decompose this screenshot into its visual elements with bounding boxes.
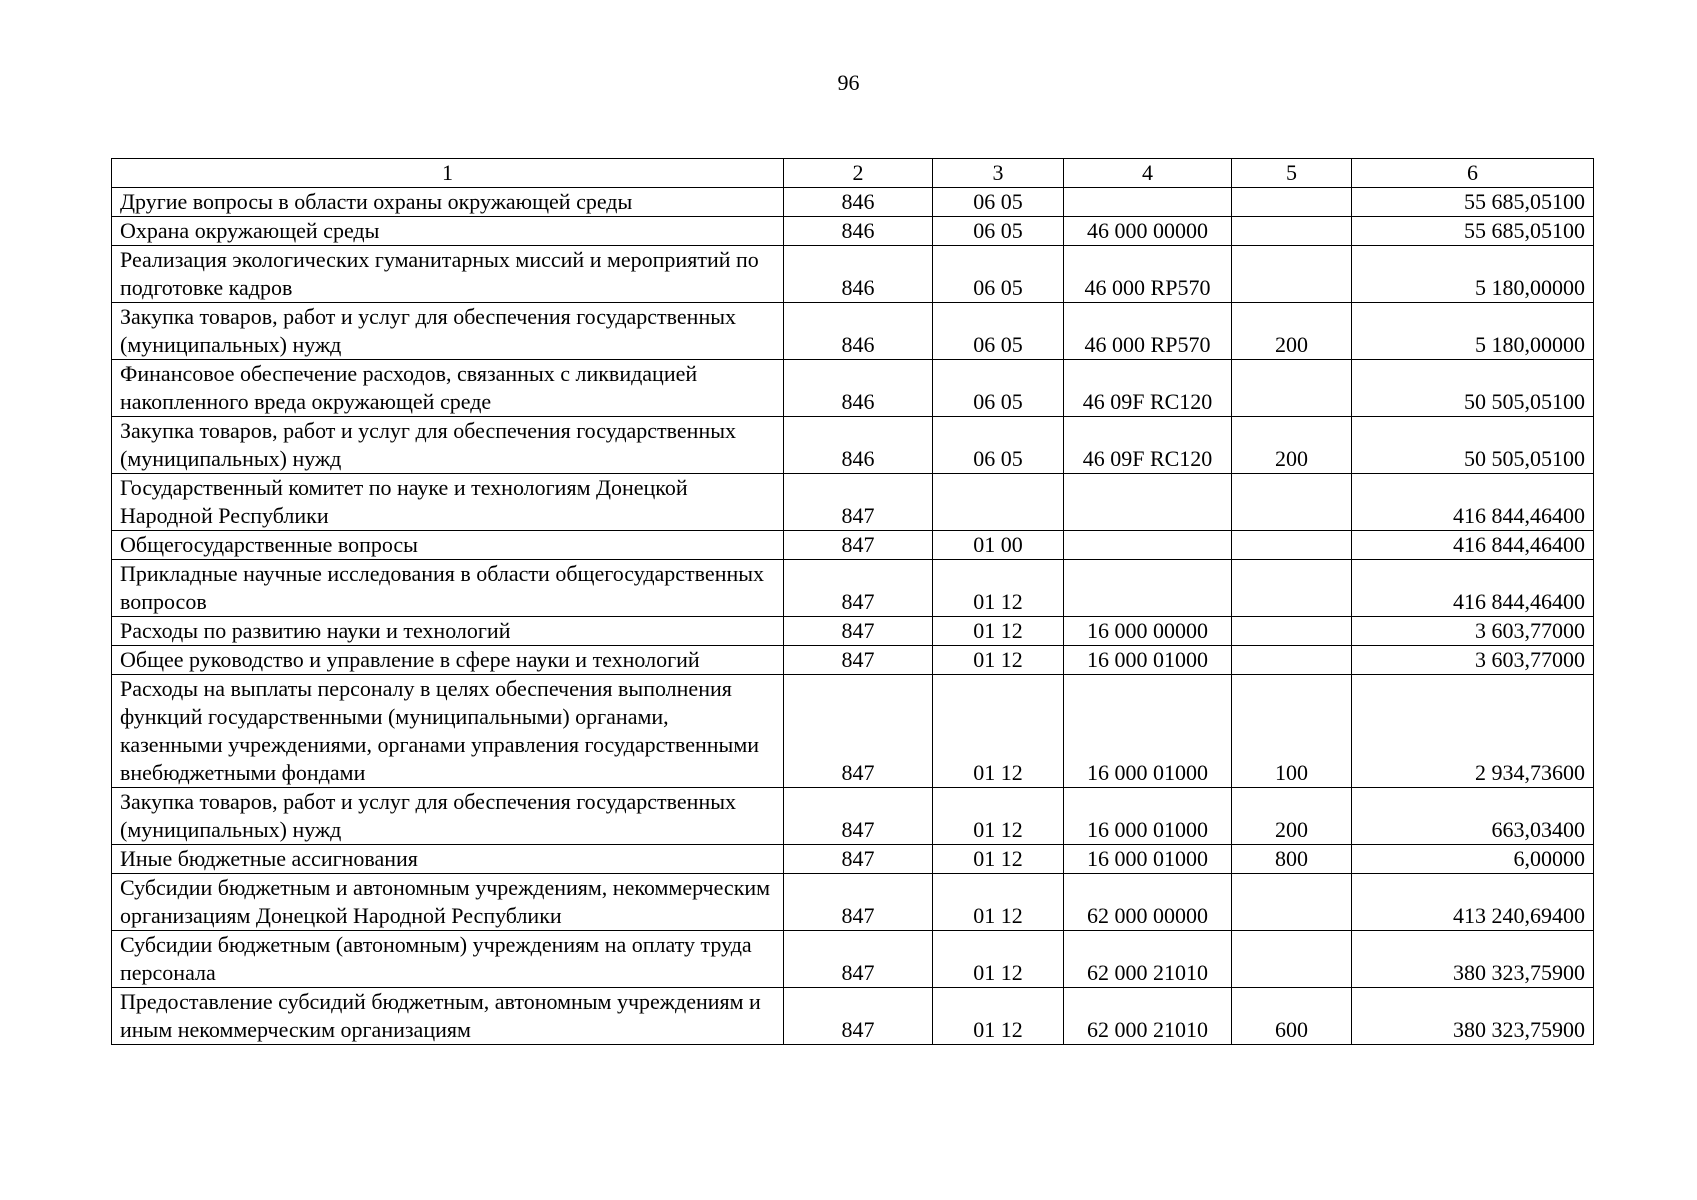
row-expense-type [1232, 646, 1352, 675]
row-amount: 413 240,69400 [1352, 874, 1594, 931]
table-row [112, 845, 1594, 874]
row-ministry-code: 847 [784, 617, 933, 646]
row-expense-type: 100 [1232, 675, 1352, 788]
row-ministry-code: 847 [784, 845, 933, 874]
row-section-code: 06 05 [933, 360, 1064, 417]
row-section-code: 01 00 [933, 531, 1064, 560]
header-col-4: 4 [1064, 159, 1232, 188]
table-row [112, 874, 1594, 931]
row-section-code: 01 12 [933, 845, 1064, 874]
row-target-code: 46 000 00000 [1064, 217, 1232, 246]
row-ministry-code: 846 [784, 417, 933, 474]
row-amount: 55 685,05100 [1352, 188, 1594, 217]
row-section-code: 01 12 [933, 617, 1064, 646]
row-target-code [1064, 560, 1232, 617]
row-target-code: 46 000 RP570 [1064, 303, 1232, 360]
table-row [112, 988, 1594, 1045]
row-amount: 663,03400 [1352, 788, 1594, 845]
row-amount: 2 934,73600 [1352, 675, 1594, 788]
table-row [112, 360, 1594, 417]
row-amount: 50 505,05100 [1352, 360, 1594, 417]
header-col-2: 2 [784, 159, 933, 188]
row-target-code [1064, 531, 1232, 560]
row-section-code: 01 12 [933, 931, 1064, 988]
row-ministry-code: 847 [784, 874, 933, 931]
table-row [112, 246, 1594, 303]
row-name: Субсидии бюджетным (автономным) учреждениям на оплату труда персонала [112, 931, 784, 988]
table-row [112, 788, 1594, 845]
row-section-code: 01 12 [933, 560, 1064, 617]
row-amount: 3 603,77000 [1352, 617, 1594, 646]
row-expense-type [1232, 360, 1352, 417]
row-ministry-code: 847 [784, 675, 933, 788]
row-amount: 5 180,00000 [1352, 303, 1594, 360]
row-target-code: 62 000 21010 [1064, 931, 1232, 988]
row-name: Общее руководство и управление в сфере науки и технологий [112, 646, 784, 675]
row-target-code: 16 000 01000 [1064, 675, 1232, 788]
row-expense-type: 200 [1232, 303, 1352, 360]
row-expense-type [1232, 617, 1352, 646]
page-number: 96 [837, 70, 860, 95]
row-name: Охрана окружающей среды [112, 217, 784, 246]
row-target-code: 16 000 00000 [1064, 617, 1232, 646]
table-header [112, 159, 1594, 188]
row-section-code [933, 474, 1064, 531]
header-col-3: 3 [933, 159, 1064, 188]
table-row [112, 617, 1594, 646]
row-amount: 380 323,75900 [1352, 931, 1594, 988]
row-target-code [1064, 474, 1232, 531]
row-amount: 380 323,75900 [1352, 988, 1594, 1045]
table-row [112, 675, 1594, 788]
row-name: Закупка товаров, работ и услуг для обеспечения государственных (муниципальных) нужд [112, 417, 784, 474]
row-ministry-code: 846 [784, 303, 933, 360]
row-section-code: 01 12 [933, 988, 1064, 1045]
row-name: Реализация экологических гуманитарных миссий и мероприятий по подготовке кадров [112, 246, 784, 303]
row-ministry-code: 847 [784, 646, 933, 675]
row-expense-type: 800 [1232, 845, 1352, 874]
row-expense-type [1232, 531, 1352, 560]
table-row [112, 303, 1594, 360]
row-expense-type: 600 [1232, 988, 1352, 1045]
row-name: Государственный комитет по науке и технологиям Донецкой Народной Республики [112, 474, 784, 531]
row-ministry-code: 847 [784, 531, 933, 560]
row-name: Расходы на выплаты персоналу в целях обеспечения выполнения функций государственными (муниципальными) органами, казенными учреждениями, органами управления государственными внебюджетными фондами [112, 675, 784, 788]
row-amount: 50 505,05100 [1352, 417, 1594, 474]
row-amount: 55 685,05100 [1352, 217, 1594, 246]
header-col-5: 5 [1232, 159, 1352, 188]
row-ministry-code: 847 [784, 560, 933, 617]
table-row [112, 417, 1594, 474]
table-row [112, 646, 1594, 675]
row-section-code: 06 05 [933, 417, 1064, 474]
row-name: Финансовое обеспечение расходов, связанных с ликвидацией накопленного вреда окружающей среде [112, 360, 784, 417]
table-row [112, 474, 1594, 531]
row-target-code: 16 000 01000 [1064, 845, 1232, 874]
row-ministry-code: 846 [784, 246, 933, 303]
row-section-code: 01 12 [933, 675, 1064, 788]
row-section-code: 01 12 [933, 646, 1064, 675]
row-ministry-code: 847 [784, 988, 933, 1045]
row-name: Субсидии бюджетным и автономным учреждениям, некоммерческим организациям Донецкой Народной Республики [112, 874, 784, 931]
row-target-code: 46 09F RC120 [1064, 360, 1232, 417]
row-ministry-code: 846 [784, 188, 933, 217]
row-section-code: 01 12 [933, 788, 1064, 845]
row-name: Расходы по развитию науки и технологий [112, 617, 784, 646]
row-expense-type [1232, 874, 1352, 931]
row-ministry-code: 847 [784, 474, 933, 531]
row-expense-type [1232, 560, 1352, 617]
row-name: Другие вопросы в области охраны окружающей среды [112, 188, 784, 217]
row-ministry-code: 846 [784, 217, 933, 246]
row-expense-type [1232, 188, 1352, 217]
row-amount: 5 180,00000 [1352, 246, 1594, 303]
row-ministry-code: 847 [784, 931, 933, 988]
row-expense-type [1232, 246, 1352, 303]
row-amount: 3 603,77000 [1352, 646, 1594, 675]
row-amount: 416 844,46400 [1352, 474, 1594, 531]
row-target-code: 16 000 01000 [1064, 646, 1232, 675]
header-col-6: 6 [1352, 159, 1594, 188]
table-row [112, 931, 1594, 988]
row-target-code: 62 000 00000 [1064, 874, 1232, 931]
table-row [112, 188, 1594, 217]
row-target-code [1064, 188, 1232, 217]
row-section-code: 06 05 [933, 188, 1064, 217]
row-section-code: 06 05 [933, 217, 1064, 246]
row-section-code: 06 05 [933, 303, 1064, 360]
row-amount: 416 844,46400 [1352, 560, 1594, 617]
row-section-code: 06 05 [933, 246, 1064, 303]
table-row [112, 217, 1594, 246]
row-target-code: 16 000 01000 [1064, 788, 1232, 845]
row-name: Иные бюджетные ассигнования [112, 845, 784, 874]
row-expense-type [1232, 931, 1352, 988]
row-name: Прикладные научные исследования в области общегосударственных вопросов [112, 560, 784, 617]
table-body [112, 188, 1594, 1045]
row-expense-type [1232, 217, 1352, 246]
row-target-code: 46 000 RP570 [1064, 246, 1232, 303]
row-amount: 416 844,46400 [1352, 531, 1594, 560]
budget-table [111, 158, 1594, 1045]
row-ministry-code: 847 [784, 788, 933, 845]
row-target-code: 62 000 21010 [1064, 988, 1232, 1045]
row-name: Общегосударственные вопросы [112, 531, 784, 560]
row-amount: 6,00000 [1352, 845, 1594, 874]
row-expense-type: 200 [1232, 788, 1352, 845]
row-name: Закупка товаров, работ и услуг для обеспечения государственных (муниципальных) нужд [112, 303, 784, 360]
row-expense-type [1232, 474, 1352, 531]
table-row [112, 531, 1594, 560]
header-row [112, 159, 1594, 188]
row-name: Предоставление субсидий бюджетным, автономным учреждениям и иным некоммерческим организациям [112, 988, 784, 1045]
row-ministry-code: 846 [784, 360, 933, 417]
table-row [112, 560, 1594, 617]
row-expense-type: 200 [1232, 417, 1352, 474]
header-col-1: 1 [112, 159, 784, 188]
row-name: Закупка товаров, работ и услуг для обеспечения государственных (муниципальных) нужд [112, 788, 784, 845]
row-target-code: 46 09F RC120 [1064, 417, 1232, 474]
row-section-code: 01 12 [933, 874, 1064, 931]
